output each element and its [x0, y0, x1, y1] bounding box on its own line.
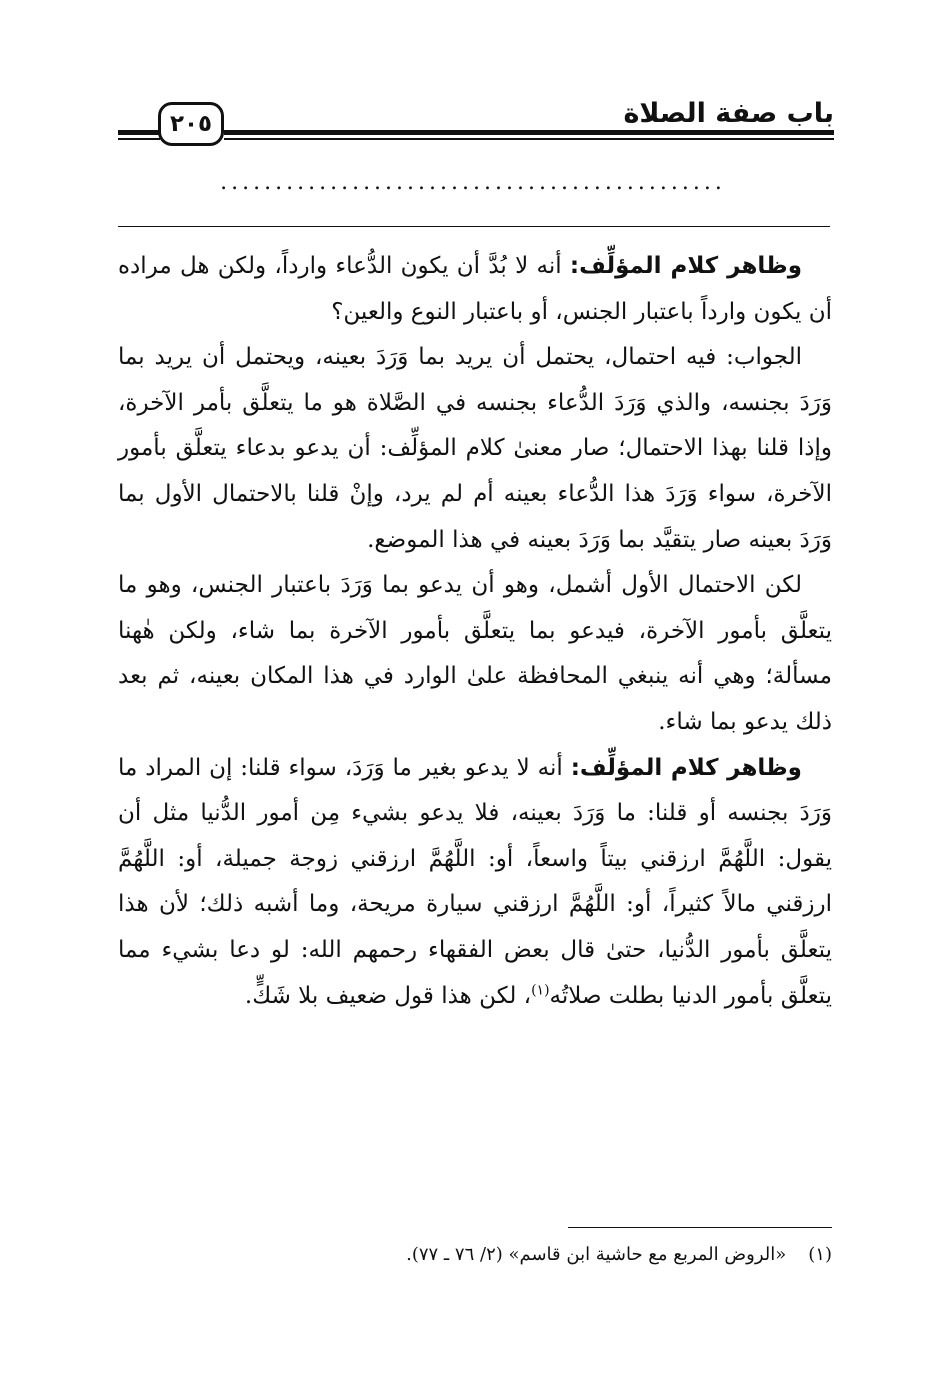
footnote: [120, 1240, 832, 1270]
body-text: [118, 244, 832, 1019]
footnote-text: «الروض المربع مع حاشية ابن قاسم» (٢/ ٧٦ ـ ٧٧).: [406, 1244, 787, 1265]
chapter-title: باب صفة الصلاة: [623, 98, 834, 129]
header-rule-left-thick: [118, 130, 160, 135]
header-rule-thin: [224, 138, 834, 140]
paragraph-2: [118, 335, 832, 563]
page-header: [118, 92, 834, 152]
dotted-divider: ..............................................: [220, 170, 726, 195]
header-rule-left-thin: [118, 138, 160, 140]
paragraph-text: أنه لا بُدَّ أن يكون الدُّعاء وارداً، ولكن هل مراده أن يكون وارداً باعتبار الجنس، أو باعتبار النوع والعين؟: [118, 253, 832, 325]
footnote-reference[interactable]: (١): [531, 981, 550, 998]
paragraph-text: أنه لا يدعو بغير ما وَرَدَ، سواء قلنا: إن المراد ما وَرَدَ بجنسه أو قلنا: ما وَرَدَ بعينه، فلا يدعو بشيء مِن أمور الدُّنيا مثل أن يقول: اللَّهُمَّ ارزقني بيتاً واسعاً، أو: اللَّهُمَّ ارزقني زوجة جميلة، أو: اللَّهُمَّ ارزقني مالاً كثيراً، أو: اللَّهُمَّ ارزقني سيارة مريحة، وما أشبه ذلك؛ لأن هذا يتعلَّق بأمور الدُّنيا، حتىٰ قال بعض الفقهاء رحمهم الله: لو دعا بشيء مما يتعلَّق بأمور الدنيا بطلت صلاتُه: [118, 754, 832, 1009]
paragraph-lead: وظاهر كلام المؤلِّف:: [569, 253, 802, 279]
paragraph-lead: وظاهر كلام المؤلِّف:: [570, 754, 802, 781]
header-rule-thick: [224, 130, 834, 135]
section-separator: [118, 226, 830, 227]
paragraph-text: الجواب: فيه احتمال، يحتمل أن يريد بما وَرَدَ بعينه، ويحتمل أن يريد بما وَرَدَ بجنسه، والذي وَرَدَ الدُّعاء بجنسه في الصَّلاة هو ما يتعلَّق بأمر الآخرة، وإذا قلنا بهذا الاحتمال؛ صار معنىٰ كلام المؤلِّف: أن يدعو بدعاء يتعلَّق بأمور الآخرة، سواء وَرَدَ هذا الدُّعاء بعينه أم لم يرد، وإنْ قلنا بالاحتمال الأول بما وَرَدَ بعينه صار يتقيَّد بما وَرَدَ بعينه في هذا الموضع.: [118, 344, 832, 553]
paragraph-4: [118, 746, 832, 1020]
paragraph-text-continued: ، لكن هذا قول ضعيف بلا شَكٍّ.: [244, 982, 532, 1009]
paragraph-text: لكن الاحتمال الأول أشمل، وهو أن يدعو بما وَرَدَ باعتبار الجنس، وهو ما يتعلَّق بأمور الآخرة، فيدعو بما يتعلَّق بأمور الآخرة بما شاء، ولكن هٰهنا مسألة؛ وهي أنه ينبغي المحافظة علىٰ الوارد في هذا المكان بعينه، ثم بعد ذلك يدعو بما شاء.: [118, 572, 832, 735]
footnote-marker: (١): [808, 1244, 832, 1265]
paragraph-1: [118, 244, 832, 335]
page-number: ٢٠٥: [158, 102, 224, 146]
footnote-separator: [568, 1227, 832, 1228]
paragraph-3: [118, 563, 832, 745]
